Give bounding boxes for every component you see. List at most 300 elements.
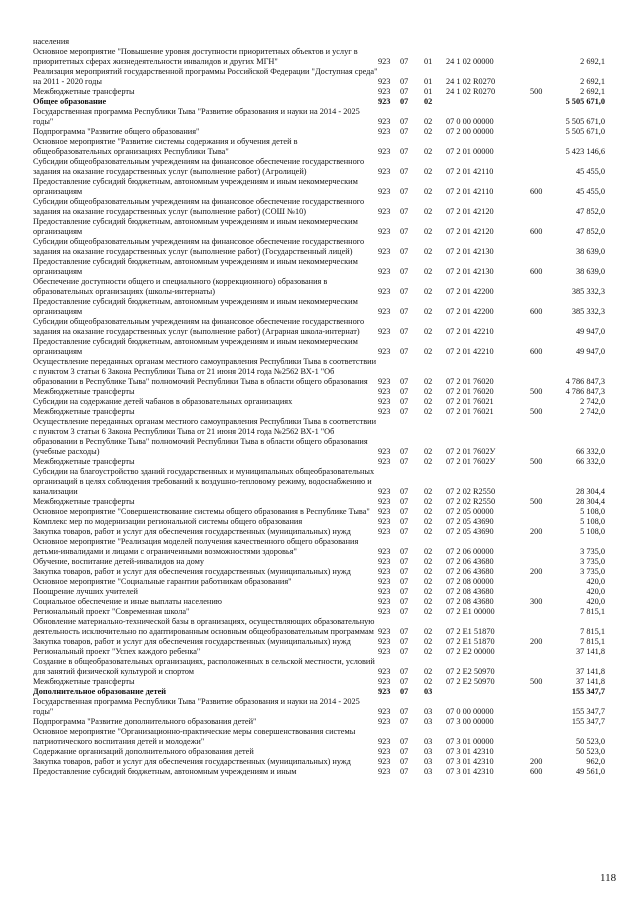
- expense-type-code: 500: [530, 407, 543, 416]
- row-description: Подпрограмма "Развитие общего образования": [33, 127, 200, 136]
- table-row: [33, 197, 605, 217]
- section-code: 07: [400, 407, 409, 416]
- subsection-code: 02: [424, 507, 433, 516]
- section-code: 07: [400, 517, 409, 526]
- amount: 5 505 671,0: [565, 117, 605, 126]
- subsection-code: 02: [424, 567, 433, 576]
- amount: 4 786 847,3: [565, 377, 605, 386]
- subsection-code: 03: [424, 767, 433, 776]
- section-code: 07: [400, 567, 409, 576]
- amount: 66 332,0: [575, 447, 605, 456]
- row-description: Субсидии на содержание детей чабанов в образовательных организациях: [33, 397, 293, 406]
- amount: 5 108,0: [580, 527, 605, 536]
- ministry-code: [378, 37, 400, 47]
- ministry-code: 923: [378, 527, 391, 536]
- section-code: 07: [400, 507, 409, 516]
- amount: 2 692,1: [580, 77, 605, 86]
- table-row: [33, 567, 605, 577]
- table-row: [33, 127, 605, 137]
- table-row: [33, 387, 605, 397]
- target-article-code: 07 2 E2 50970: [446, 677, 495, 686]
- target-article-code: 07 3 01 42310: [446, 767, 494, 776]
- amount: 420,0: [586, 597, 605, 606]
- amount: 5 108,0: [580, 517, 605, 526]
- section-total-row: [33, 687, 605, 697]
- subsection-code: 02: [424, 587, 433, 596]
- ministry-code: 923: [378, 167, 391, 176]
- expense-type-code: [530, 647, 552, 657]
- amount: 7 815,1: [580, 607, 605, 616]
- amount: 28 304,4: [575, 487, 605, 496]
- subsection-code: 03: [424, 757, 433, 766]
- expense-type-code: [530, 417, 552, 457]
- expense-type-code: [530, 717, 552, 727]
- ministry-code: 923: [378, 507, 391, 516]
- section-code: 07: [400, 667, 409, 676]
- section-code: 07: [400, 377, 409, 386]
- row-description: Основное мероприятие "Совершенствование системы общего образования в Республике Тыва": [33, 507, 370, 516]
- ministry-code: 923: [378, 397, 391, 406]
- row-description: Предоставление субсидий бюджетным, автономным учреждениям и иным: [33, 767, 297, 776]
- expense-type-code: [530, 517, 552, 527]
- table-row: [33, 587, 605, 597]
- target-article-code: 07 2 01 7602У: [446, 447, 496, 456]
- subsection-code: 02: [424, 187, 433, 196]
- section-code: 07: [400, 267, 409, 276]
- target-article-code: 07 2 E1 51870: [446, 627, 495, 636]
- subsection-code: 02: [424, 147, 433, 156]
- amount: 37 141,8: [575, 647, 605, 656]
- section-code: 07: [400, 207, 409, 216]
- subsection-code: 02: [424, 607, 433, 616]
- amount: 2 742,0: [580, 397, 605, 406]
- ministry-code: 923: [378, 627, 391, 636]
- subsection-code: 02: [424, 207, 433, 216]
- subsection-code: 02: [424, 267, 433, 276]
- ministry-code: 923: [378, 207, 391, 216]
- section-total-row: [33, 97, 605, 107]
- table-row: [33, 557, 605, 567]
- ministry-code: 923: [378, 267, 391, 276]
- subsection-code: 02: [424, 117, 433, 126]
- amount: 2 692,1: [580, 87, 605, 96]
- target-article-code: 07 2 00 00000: [446, 127, 494, 136]
- table-row: [33, 37, 605, 47]
- amount: 962,0: [586, 757, 605, 766]
- table-row: [33, 537, 605, 557]
- section-code: 07: [400, 57, 409, 66]
- expense-type-code: [530, 67, 552, 87]
- subsection-code: 02: [424, 397, 433, 406]
- target-article-code: 07 2 05 00000: [446, 507, 494, 516]
- table-row: [33, 717, 605, 727]
- target-article-code: 07 2 08 43680: [446, 597, 494, 606]
- ministry-code: 923: [378, 707, 391, 716]
- row-description: Обеспечение доступности общего и специального (коррекционного) образования в образовательных организациях (школы-интернаты): [33, 277, 328, 296]
- page-number: 118: [600, 872, 617, 884]
- ministry-code: 923: [378, 327, 391, 336]
- table-row: [33, 297, 605, 317]
- expense-type-code: [530, 277, 552, 297]
- target-article-code: 07 2 01 42200: [446, 287, 494, 296]
- ministry-code: 923: [378, 687, 391, 696]
- row-description: Межбюджетные трансферты: [33, 497, 135, 506]
- subsection-code: 02: [424, 637, 433, 646]
- table-row: [33, 527, 605, 537]
- expense-type-code: [530, 657, 552, 677]
- section-code: 07: [400, 167, 409, 176]
- table-row: [33, 517, 605, 527]
- section-code: 07: [400, 607, 409, 616]
- target-article-code: 07 2 02 R2550: [446, 487, 496, 496]
- row-description: Общее образование: [33, 97, 107, 106]
- expense-type-code: [530, 607, 552, 617]
- budget-table: [33, 37, 605, 777]
- section-code: [400, 37, 424, 47]
- expense-type-code: [530, 557, 552, 567]
- ministry-code: 923: [378, 767, 391, 776]
- section-code: 07: [400, 97, 409, 106]
- table-row: [33, 417, 605, 457]
- target-article-code: [446, 37, 530, 47]
- target-article-code: 07 2 06 43680: [446, 567, 494, 576]
- row-description: Межбюджетные трансферты: [33, 407, 135, 416]
- row-description: Закупка товаров, работ и услуг для обеспечения государственных (муниципальных) нужд: [33, 637, 351, 646]
- table-row: [33, 67, 605, 87]
- target-article-code: 07 2 05 43690: [446, 527, 494, 536]
- section-code: 07: [400, 737, 409, 746]
- section-code: 07: [400, 747, 409, 756]
- row-description: Предоставление субсидий бюджетным, автономным учреждениям и иным некоммерческим организациям: [33, 257, 358, 276]
- ministry-code: 923: [378, 307, 391, 316]
- table-row: [33, 87, 605, 97]
- expense-type-code: [530, 537, 552, 557]
- subsection-code: 02: [424, 287, 433, 296]
- row-description: Основное мероприятие "Реализация моделей получения качественного общего образования детьми-инвалидами и лицами с ограниченными возможностями здоровья": [33, 537, 359, 556]
- row-description: Осуществление переданных органам местного самоуправления Республики Тыва в соответствии с пунктом 3 статьи 6 Закона Республики Тыва от 21 июня 2014 года №2562 ВХ-1 "Об образовании в Республике Тыва" полномочий Республики Тыва в области общего образования (учебные расходы): [33, 417, 377, 456]
- amount: 5 505 671,0: [565, 127, 605, 136]
- table-row: [33, 617, 605, 637]
- expense-type-code: 300: [530, 597, 543, 606]
- row-description: Закупка товаров, работ и услуг для обеспечения государственных (муниципальных) нужд: [33, 567, 351, 576]
- subsection-code: 03: [424, 707, 433, 716]
- table-row: [33, 757, 605, 767]
- section-code: 07: [400, 677, 409, 686]
- target-article-code: 07 2 08 43680: [446, 587, 494, 596]
- amount: 28 304,4: [575, 497, 605, 506]
- ministry-code: 923: [378, 77, 391, 86]
- target-article-code: 07 2 01 00000: [446, 147, 494, 156]
- table-row: [33, 727, 605, 747]
- budget-table-body: [33, 37, 605, 777]
- subsection-code: 02: [424, 647, 433, 656]
- expense-type-code: [530, 157, 552, 177]
- target-article-code: 24 1 02 R0270: [446, 87, 496, 96]
- subsection-code: 03: [424, 717, 433, 726]
- expense-type-code: 200: [530, 527, 543, 536]
- subsection-code: 03: [424, 737, 433, 746]
- table-row: [33, 577, 605, 587]
- target-article-code: 07 3 01 42310: [446, 747, 494, 756]
- amount: 49 947,0: [575, 327, 605, 336]
- amount: 50 523,0: [575, 737, 605, 746]
- expense-type-code: [530, 617, 552, 637]
- expense-type-code: 500: [530, 457, 543, 466]
- row-description: Субсидии общеобразовательным учреждениям на финансовое обеспечение государственного задания на оказание государственных услуг (выполнение работ) (СОШ №10): [33, 197, 365, 216]
- section-code: 07: [400, 447, 409, 456]
- row-description: Закупка товаров, работ и услуг для обеспечения государственных (муниципальных) нужд: [33, 757, 351, 766]
- row-description: Обучение, воспитание детей-инвалидов на дому: [33, 557, 205, 566]
- subsection-code: 02: [424, 547, 433, 556]
- ministry-code: 923: [378, 407, 391, 416]
- amount: 37 141,8: [575, 677, 605, 686]
- ministry-code: 923: [378, 87, 391, 96]
- ministry-code: 923: [378, 57, 391, 66]
- row-description: Государственная программа Республики Тыва "Развитие образования и науки на 2014 - 2025 годы": [33, 697, 360, 716]
- ministry-code: 923: [378, 757, 391, 766]
- row-description: Обновление материально-технической базы в организациях, осуществляющих образовательную деятельность исключительно по адаптированным основным общеобразовательным программам: [33, 617, 375, 636]
- section-code: 07: [400, 227, 409, 236]
- amount: 4 786 847,3: [565, 387, 605, 396]
- amount: 47 852,0: [575, 227, 605, 236]
- section-code: 07: [400, 457, 409, 466]
- expense-type-code: [530, 127, 552, 137]
- table-row: [33, 317, 605, 337]
- target-article-code: 07 2 E1 51870: [446, 637, 495, 646]
- subsection-code: 02: [424, 127, 433, 136]
- row-description: Основное мероприятие "Повышение уровня доступности приоритетных объектов и услуг в приоритетных сферах жизнедеятельности инвалидов и других МГН": [33, 47, 358, 66]
- amount: 3 735,0: [580, 547, 605, 556]
- target-article-code: 07 2 01 76021: [446, 407, 494, 416]
- section-code: 07: [400, 767, 409, 776]
- target-article-code: 07 2 01 42210: [446, 327, 494, 336]
- subsection-code: 02: [424, 497, 433, 506]
- amount: 3 735,0: [580, 567, 605, 576]
- table-row: [33, 647, 605, 657]
- expense-type-code: [530, 357, 552, 387]
- row-description: Основное мероприятие "Социальные гарантии работникам образования": [33, 577, 292, 586]
- expense-type-code: [530, 137, 552, 157]
- expense-type-code: 600: [530, 307, 543, 316]
- expense-type-code: [530, 317, 552, 337]
- table-row: [33, 767, 605, 777]
- ministry-code: 923: [378, 587, 391, 596]
- row-description: Субсидии на благоустройство зданий государственных и муниципальных общеобразовательных организаций в целях соблюдения требований к воздушно-тепловому режиму, водоснабжению и канализации: [33, 467, 375, 496]
- subsection-code: 02: [424, 227, 433, 236]
- subsection-code: 02: [424, 597, 433, 606]
- row-description: Субсидии общеобразовательным учреждениям на финансовое обеспечение государственного задания на оказание государственных услуг (выполнение работ) (Агролицей): [33, 157, 365, 176]
- section-code: 07: [400, 117, 409, 126]
- amount: 45 455,0: [575, 187, 605, 196]
- table-row: [33, 507, 605, 517]
- target-article-code: 07 2 01 42120: [446, 227, 494, 236]
- table-row: [33, 47, 605, 67]
- expense-type-code: 500: [530, 497, 543, 506]
- section-code: 07: [400, 307, 409, 316]
- target-article-code: 07 2 01 42110: [446, 187, 494, 196]
- expense-type-code: [530, 747, 552, 757]
- expense-type-code: 500: [530, 677, 543, 686]
- row-description: Межбюджетные трансферты: [33, 457, 135, 466]
- subsection-code: 01: [424, 87, 433, 96]
- table-row: [33, 657, 605, 677]
- row-description: Субсидии общеобразовательным учреждениям на финансовое обеспечение государственного задания на оказание государственных услуг (выполнение работ) (Государственный лицей): [33, 237, 365, 256]
- target-article-code: [446, 687, 530, 697]
- target-article-code: 07 2 08 00000: [446, 577, 494, 586]
- expense-type-code: [530, 97, 552, 107]
- subsection-code: 01: [424, 77, 433, 86]
- subsection-code: 02: [424, 407, 433, 416]
- target-article-code: 07 2 E2 50970: [446, 667, 495, 676]
- table-row: [33, 337, 605, 357]
- subsection-code: 02: [424, 557, 433, 566]
- table-row: [33, 597, 605, 607]
- expense-type-code: 500: [530, 87, 543, 96]
- ministry-code: 923: [378, 287, 391, 296]
- subsection-code: 02: [424, 627, 433, 636]
- section-code: 07: [400, 487, 409, 496]
- ministry-code: 923: [378, 607, 391, 616]
- row-description: Межбюджетные трансферты: [33, 87, 135, 96]
- row-description: Подпрограмма "Развитие дополнительного образования детей": [33, 717, 257, 726]
- section-code: 07: [400, 347, 409, 356]
- target-article-code: 07 2 06 00000: [446, 547, 494, 556]
- ministry-code: 923: [378, 97, 391, 106]
- row-description: Региональный проект "Успех каждого ребенка": [33, 647, 201, 656]
- row-description: Основное мероприятие "Развитие системы содержания и обучения детей в общеобразовательных организациях Республики Тыва": [33, 137, 298, 156]
- row-description: Поощрение лучших учителей: [33, 587, 138, 596]
- amount: 385 332,3: [571, 307, 605, 316]
- subsection-code: 02: [424, 97, 433, 106]
- section-code: 07: [400, 77, 409, 86]
- table-row: [33, 697, 605, 717]
- row-description: Государственная программа Республики Тыва "Развитие образования и науки на 2014 - 2025 годы": [33, 107, 360, 126]
- subsection-code: 02: [424, 377, 433, 386]
- section-code: 07: [400, 627, 409, 636]
- amount: 2 742,0: [580, 407, 605, 416]
- target-article-code: 07 2 01 76020: [446, 377, 494, 386]
- ministry-code: 923: [378, 597, 391, 606]
- amount: 5 505 671,0: [565, 97, 605, 106]
- section-code: 07: [400, 327, 409, 336]
- ministry-code: 923: [378, 187, 391, 196]
- row-description: Закупка товаров, работ и услуг для обеспечения государственных (муниципальных) нужд: [33, 527, 351, 536]
- subsection-code: 01: [424, 57, 433, 66]
- amount: 420,0: [586, 577, 605, 586]
- table-row: [33, 257, 605, 277]
- target-article-code: 07 2 01 42200: [446, 307, 494, 316]
- ministry-code: 923: [378, 517, 391, 526]
- row-description: Предоставление субсидий бюджетным, автономным учреждениям и иным некоммерческим организациям: [33, 217, 358, 236]
- ministry-code: 923: [378, 117, 391, 126]
- target-article-code: 07 2 01 42120: [446, 207, 494, 216]
- ministry-code: 923: [378, 447, 391, 456]
- expense-type-code: [530, 37, 552, 47]
- table-row: [33, 217, 605, 237]
- amount: 2 692,1: [580, 57, 605, 66]
- target-article-code: 07 3 00 00000: [446, 717, 494, 726]
- subsection-code: 02: [424, 307, 433, 316]
- target-article-code: 24 1 02 00000: [446, 57, 494, 66]
- section-code: 07: [400, 497, 409, 506]
- amount: 5 108,0: [580, 507, 605, 516]
- amount: 5 423 146,6: [565, 147, 605, 156]
- amount: 7 815,1: [580, 637, 605, 646]
- target-article-code: 07 2 02 R2550: [446, 497, 496, 506]
- section-code: 07: [400, 287, 409, 296]
- ministry-code: 923: [378, 677, 391, 686]
- target-article-code: 24 1 02 R0270: [446, 77, 496, 86]
- row-description: Социальное обеспечение и иные выплаты населению: [33, 597, 222, 606]
- subsection-code: 02: [424, 517, 433, 526]
- ministry-code: 923: [378, 747, 391, 756]
- section-code: 07: [400, 87, 409, 96]
- row-description: Содержание организаций дополнительного образования детей: [33, 747, 254, 756]
- expense-type-code: 600: [530, 187, 543, 196]
- amount: 50 523,0: [575, 747, 605, 756]
- ministry-code: 923: [378, 647, 391, 656]
- target-article-code: 07 2 06 43680: [446, 557, 494, 566]
- expense-type-code: 600: [530, 347, 543, 356]
- expense-type-code: [530, 47, 552, 67]
- section-code: 07: [400, 387, 409, 396]
- row-description: Дополнительное образование детей: [33, 687, 167, 696]
- expense-type-code: 200: [530, 757, 543, 766]
- row-description: Осуществление переданных органам местного самоуправления Республики Тыва в соответствии с пунктом 3 статьи 6 Закона Республики Тыва от 21 июня 2014 года №2562 ВХ-1 "Об образовании в Республике Тыва" полномочий Республики Тыва в области общего образования: [33, 357, 377, 386]
- expense-type-code: [530, 587, 552, 597]
- ministry-code: 923: [378, 567, 391, 576]
- subsection-code: 02: [424, 327, 433, 336]
- table-row: [33, 677, 605, 687]
- section-code: 07: [400, 587, 409, 596]
- subsection-code: 02: [424, 247, 433, 256]
- ministry-code: 923: [378, 127, 391, 136]
- subsection-code: 02: [424, 667, 433, 676]
- table-row: [33, 137, 605, 157]
- amount: 155 347,7: [571, 717, 605, 726]
- amount: 49 947,0: [575, 347, 605, 356]
- row-description: Региональный проект "Современная школа": [33, 607, 190, 616]
- table-row: [33, 157, 605, 177]
- row-description: населения: [33, 37, 70, 46]
- amount: 37 141,8: [575, 667, 605, 676]
- target-article-code: 07 2 E2 00000: [446, 647, 495, 656]
- expense-type-code: [530, 237, 552, 257]
- expense-type-code: [530, 467, 552, 497]
- subsection-code: 02: [424, 527, 433, 536]
- row-description: Межбюджетные трансферты: [33, 387, 135, 396]
- amount: 47 852,0: [575, 207, 605, 216]
- row-description: Субсидии общеобразовательным учреждениям на финансовое обеспечение государственного задания на оказание государственных услуг (выполнение работ) (Аграрная школа-интернат): [33, 317, 365, 336]
- ministry-code: 923: [378, 667, 391, 676]
- section-code: 07: [400, 717, 409, 726]
- target-article-code: 07 2 01 7602У: [446, 457, 496, 466]
- section-code: 07: [400, 557, 409, 566]
- table-row: [33, 237, 605, 257]
- expense-type-code: [530, 687, 552, 697]
- table-row: [33, 277, 605, 297]
- section-code: 07: [400, 577, 409, 586]
- amount: 66 332,0: [575, 457, 605, 466]
- expense-type-code: [530, 107, 552, 127]
- ministry-code: 923: [378, 347, 391, 356]
- section-code: 07: [400, 527, 409, 536]
- target-article-code: 07 2 01 76021: [446, 397, 494, 406]
- row-description: Основное мероприятие "Организационно-практические меры совершенствования системы патриотического воспитания детей и молодежи": [33, 727, 356, 746]
- target-article-code: 07 2 01 42110: [446, 167, 494, 176]
- ministry-code: 923: [378, 557, 391, 566]
- amount: 38 639,0: [575, 247, 605, 256]
